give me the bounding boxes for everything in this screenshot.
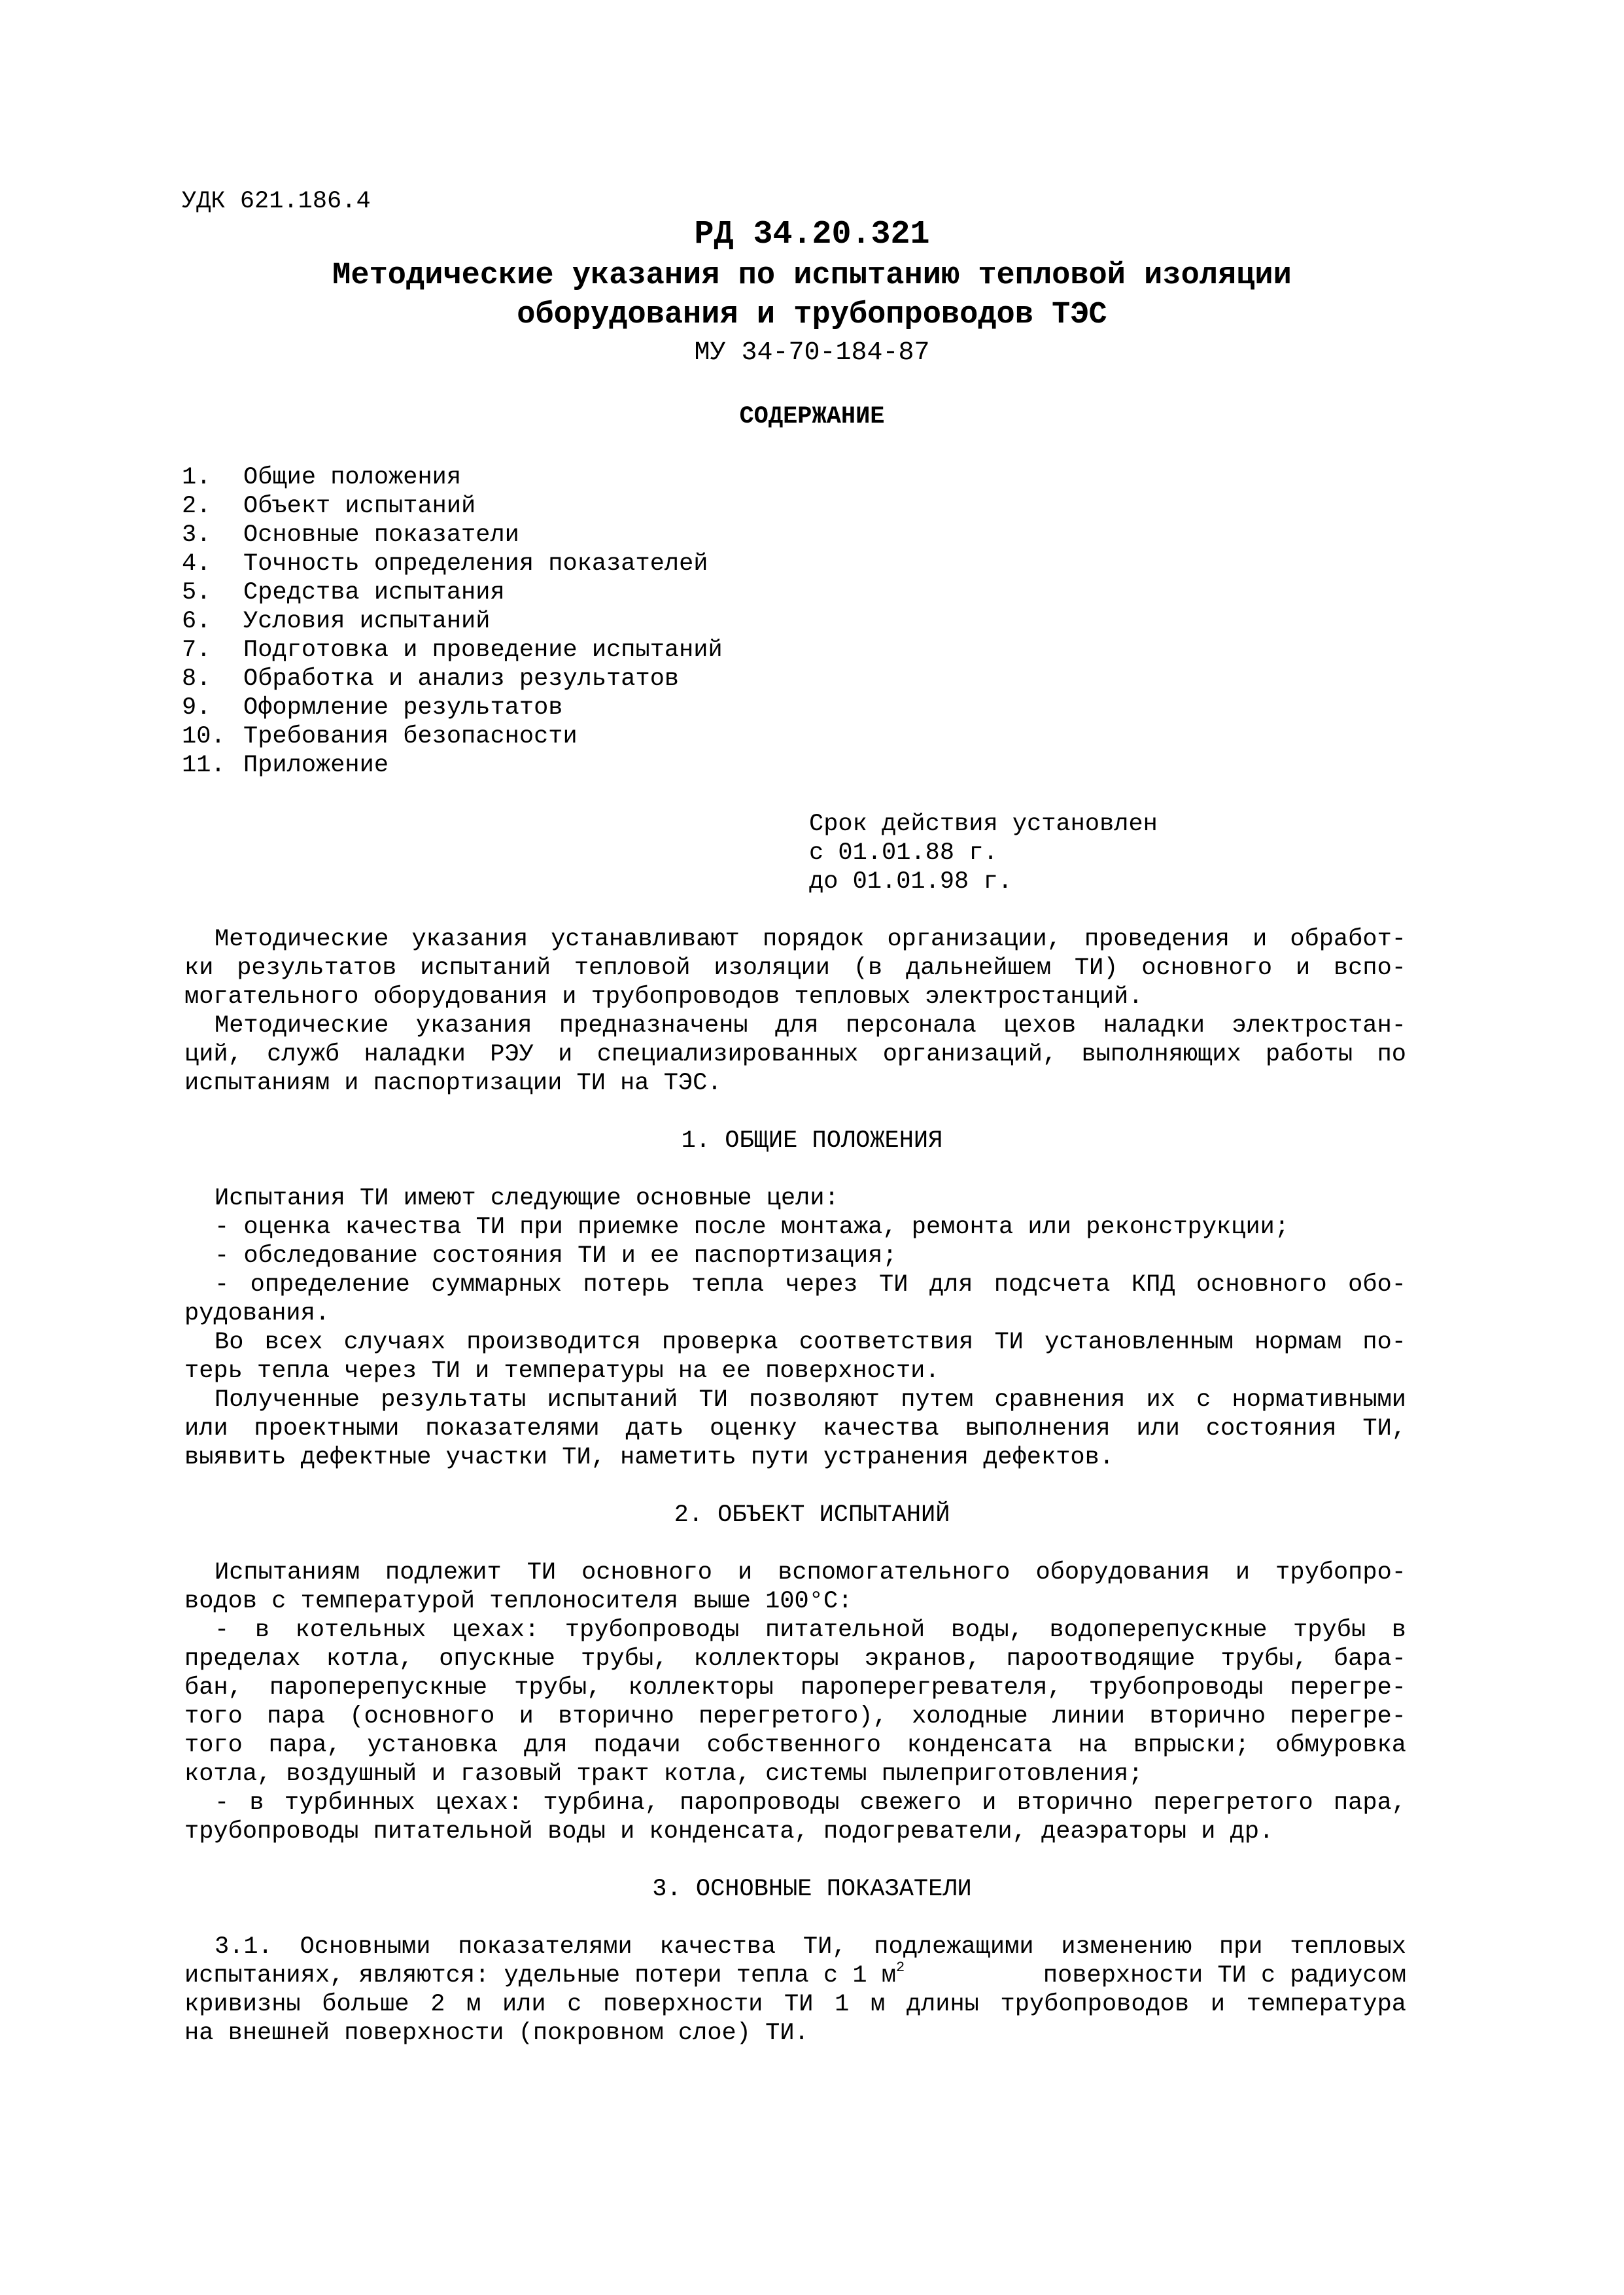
text-line: - оценка качества ТИ при приемке после монтажа, ремонта или реконструкции; <box>215 1214 1290 1241</box>
text-line: бан, пароперепускные трубы, коллекторы пароперегревателя, трубопроводы перегре- <box>184 1674 1406 1702</box>
text-line: - в котельных цехах: трубопроводы питательной воды, водоперепускные трубы в <box>215 1617 1406 1644</box>
text-line: - в турбинных цехах: турбина, паропроводы свежего и вторично перегретого пара, <box>215 1789 1406 1817</box>
document-code: РД 34.20.321 <box>694 216 930 253</box>
toc-number: 9. <box>182 694 211 722</box>
toc-item: Оформление результатов <box>243 694 563 722</box>
text-line: Методические указания предназначены для персонала цехов наладки электростан- <box>215 1012 1406 1040</box>
toc-number: 6. <box>182 608 211 635</box>
text-line: 3.1. Основными показателями качества ТИ, подлежащими изменению при тепловых <box>215 1933 1406 1961</box>
validity-line: до 01.01.98 г. <box>809 868 1012 896</box>
text-line: того пара (основного и вторично перегретого), холодные линии вторично перегре- <box>184 1703 1406 1730</box>
text-line: выявить дефектные участки ТИ, наметить пути устранения дефектов. <box>184 1444 1114 1471</box>
text-line-with-superscript <box>184 1961 1406 1991</box>
text-fragment: испытаниях, являются: удельные потери тепла с 1 $м^2$ <box>184 1959 905 1989</box>
section-1-heading: 1. ОБЩИЕ ПОЛОЖЕНИЯ <box>681 1127 943 1155</box>
toc-number: 5. <box>182 579 211 606</box>
toc-number: 7. <box>182 637 211 664</box>
text-line: котла, воздушный и газовый тракт котла, системы пылеприготовления; <box>184 1761 1143 1788</box>
toc-item: Подготовка и проведение испытаний <box>243 637 723 664</box>
document-number: МУ 34-70-184-87 <box>694 338 930 368</box>
text-line: ки результатов испытаний тепловой изоляции (в дальнейшем ТИ) основного и вспо- <box>184 955 1406 982</box>
text-line: Полученные результаты испытаний ТИ позволяют путем сравнения их с нормативными <box>215 1386 1406 1414</box>
text-line: ций, служб наладки РЭУ и специализированных организаций, выполняющих работы по <box>184 1041 1406 1068</box>
text-line: или проектными показателями дать оценку качества выполнения или состояния ТИ, <box>184 1415 1406 1443</box>
toc-item: Основные показатели <box>243 521 519 549</box>
title-line-2: оборудования и трубопроводов ТЭС <box>517 298 1107 332</box>
text-line: Методические указания устанавливают порядок организации, проведения и обработ- <box>215 926 1406 953</box>
toc-item: Обработка и анализ результатов <box>243 665 680 693</box>
text-line: трубопроводы питательной воды и конденсата, подогреватели, деаэраторы и др. <box>184 1818 1274 1846</box>
text-line: Испытаниям подлежит ТИ основного и вспомогательного оборудования и трубопро- <box>215 1559 1406 1586</box>
toc-number: 3. <box>182 521 211 549</box>
toc-item: Условия испытаний <box>243 608 491 635</box>
title-line-1: Методические указания по испытанию тепловой изоляции <box>332 258 1292 293</box>
toc-number: 8. <box>182 665 211 693</box>
text-line: терь тепла через ТИ и температуры на ее поверхности. <box>184 1358 940 1385</box>
text-line: - обследование состояния ТИ и ее паспортизация; <box>215 1242 897 1270</box>
text-line: Испытания ТИ имеют следующие основные цели: <box>215 1185 839 1212</box>
text-line: водов с температурой теплоносителя выше 100°С: <box>184 1588 853 1615</box>
section-3-heading: 3. ОСНОВНЫЕ ПОКАЗАТЕЛИ <box>652 1876 972 1903</box>
udk-code: УДК 621.186.4 <box>182 188 371 215</box>
toc-item: Требования безопасности <box>243 723 578 750</box>
toc-number: 1. <box>182 464 211 491</box>
toc-number: 2. <box>182 493 211 520</box>
toc-number: 4. <box>182 550 211 578</box>
toc-number: 10. <box>182 723 226 750</box>
superscript: 2 <box>895 1959 905 1976</box>
validity-line: с 01.01.88 г. <box>809 839 998 867</box>
section-2-heading: 2. ОБЪЕКТ ИСПЫТАНИЙ <box>674 1501 950 1529</box>
text-line: рудования. <box>184 1300 330 1327</box>
text-line: пределах котла, опускные трубы, коллекторы экранов, пароотводящие трубы, бара- <box>184 1645 1406 1673</box>
text-line: того пара, установка для подачи собственного конденсата на впрыски; обмуровка <box>184 1732 1406 1759</box>
toc-item: Общие положения <box>243 464 462 491</box>
text-line: испытаниям и паспортизации ТИ на ТЭС. <box>184 1070 722 1097</box>
contents-heading: СОДЕРЖАНИЕ <box>739 403 885 430</box>
text-line: кривизны больше 2 м или с поверхности ТИ 1 м длины трубопроводов и температура <box>184 1991 1406 2018</box>
text-line: на внешней поверхности (покровном слое) ТИ. <box>184 2020 809 2047</box>
toc-item: Приложение <box>243 752 389 779</box>
toc-item: Объект испытаний <box>243 493 476 520</box>
toc-number: 11. <box>182 752 226 779</box>
validity-line: Срок действия установлен <box>809 811 1158 838</box>
toc-item: Точность определения показателей <box>243 550 708 578</box>
text-line: могательного оборудования и трубопроводов тепловых электростанций. <box>184 983 1143 1011</box>
text-fragment: поверхности ТИ с радиусом <box>1028 1962 1406 1989</box>
text-line: - определение суммарных потерь тепла через ТИ для подсчета КПД основного обо- <box>215 1271 1406 1299</box>
text-line: Во всех случаях производится проверка соответствия ТИ установленным нормам по- <box>215 1329 1406 1356</box>
toc-item: Средства испытания <box>243 579 505 606</box>
